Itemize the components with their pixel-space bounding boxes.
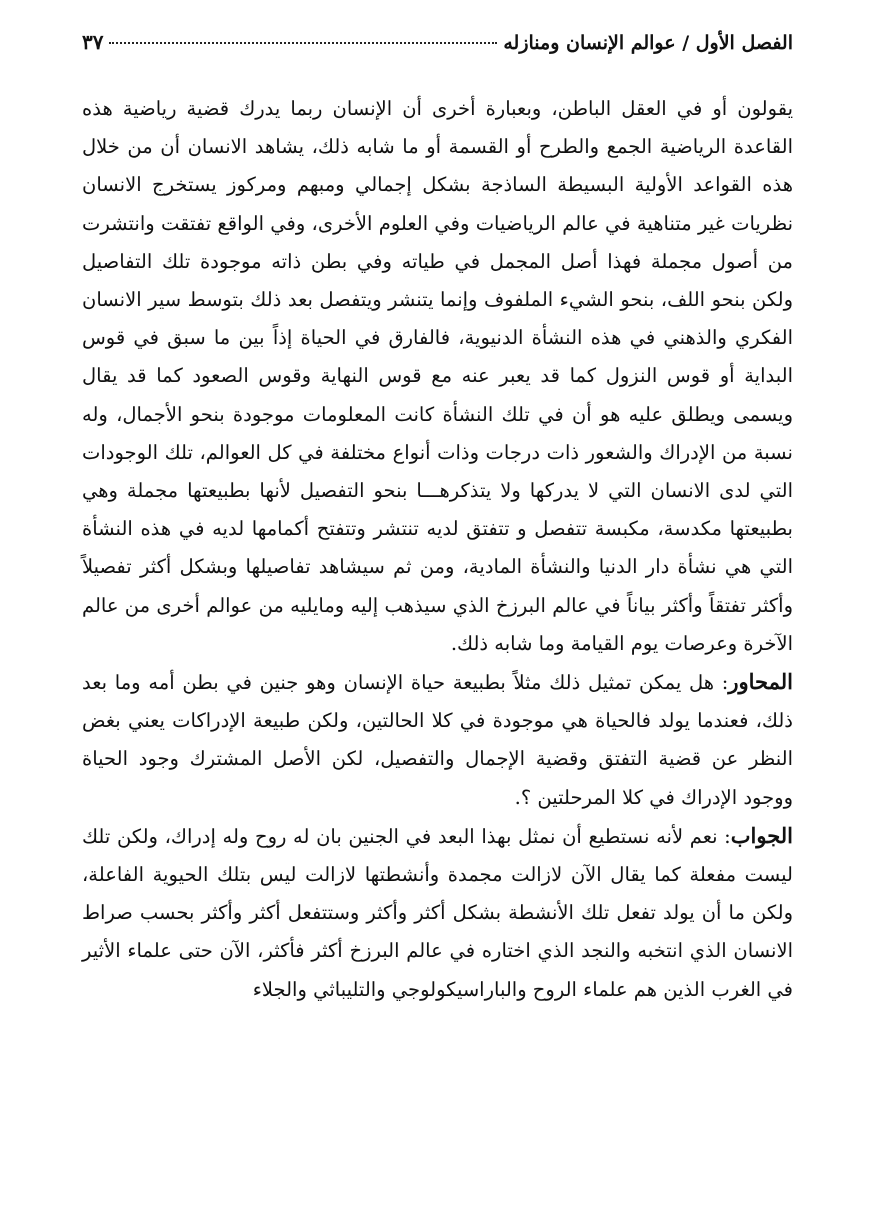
page-number: ٣٧ xyxy=(82,30,104,54)
body-text xyxy=(82,90,793,1009)
chapter-title: الفصل الأول / عوالم الإنسان ومنازله xyxy=(503,32,793,54)
answer-label: الجواب xyxy=(730,822,793,848)
dotted-leader xyxy=(109,42,497,44)
interlocutor-label: المحاور xyxy=(728,669,793,695)
interlocutor-question: : هل يمكن تمثيل ذلك مثلاً بطبيعة حياة الإنسان وهو جنين في بطن أمه وما بعد ذلك، فعندما يولد فالحياة هي موجودة في كلا الحالتين، ولكن طبيعة الإدراكات يعني بغض النظر عن قضية التفتق وقضية الإجمال والتفصيل، لكن الأصل المشترك وجود الحياة ووجود الإدراك في كلا المرحلتين ؟. xyxy=(82,671,793,809)
paragraph-text: يقولون أو في العقل الباطن، وبعبارة أخرى أن الإنسان ربما يدرك قضية رياضية هذه القاعدة الرياضية الجمع والطرح أو القسمة أو ما شابه ذلك، يشاهد الانسان أن من خلال هذه القواعد الأولية البسيطة الساذجة بشكل إجمالي ومبهم ومركوز يستخرج الانسان نظريات غير متناهية في عالم الرياضيات وفي العلوم الأخرى، وفي الواقع تفتقت وانتشرت من أصول مجملة فهذا أصل المجمل في طياته وفي بطن ذاته موجودة تلك التفاصيل ولكن بنحو اللف، بنحو الشيء الملفوف وإنما يتنشر ويتفصل بعد ذلك بتوسط سير الانسان الفكري والذهني في هذه النشأة الدنيوية، فالفارق في الحياة إذاً بين ما سبق في قوس البداية أو قوس النزول كما قد يعبر عنه مع قوس النهاية وقوس الصعود كما قد يقال ويسمى ويطلق عليه هو أن في تلك النشأة كانت المعلومات موجودة بنحو الأجمال، وله نسبة من الإدراك والشعور ذات درجات وذات أنواع مختلفة في كل العوالم، تلك الوجودات التي لدى الانسان التي لا يدركها ولا يتذكرهـــا بنحو التفصيل لأنها بطبيعتها مجملة وهي بطبيعتها مكدسة، مكبسة تتفصل و تتفتق لديه تنتشر وتتفتح أكمامها لديه في هذه النشأة التي هي نشأة دار الدنيا والنشأة المادية، ومن ثم سيشاهد تفاصيلها وبشكل أكثر تفصيلاً وأكثر تفتقاً وأكثر بياناً في عالم البرزخ الذي سيذهب إليه ومايليه من عوالم أخرى من عالم الآخرة وعرصات يوم القيامة وما شابه ذلك. xyxy=(82,97,794,655)
running-header xyxy=(82,30,793,64)
answer-paragraph xyxy=(82,817,793,1009)
interlocutor-paragraph xyxy=(82,663,793,817)
paragraph xyxy=(82,90,793,663)
answer-text: : نعم لأنه نستطيع أن نمثل بهذا البعد في الجنين بان له روح وله إدراك، ولكن تلك ليست مفعلة كما يقال الآن لازالت مجمدة وأنشطتها لازالت ليس بتلك الحيوية الفاعلة، ولكن ما أن يولد تفعل تلك الأنشطة بشكل أكثر وأكثر وستتفعل أكثر وأكثر بحسب صراط الانسان الذي انتخبه والنجد الذي اختاره في عالم البرزخ أكثر فأكثر، الآن حتى علماء الأثير في الغرب الذين هم علماء الروح والباراسيكولوجي والتليباثي والجلاء xyxy=(82,824,793,1001)
